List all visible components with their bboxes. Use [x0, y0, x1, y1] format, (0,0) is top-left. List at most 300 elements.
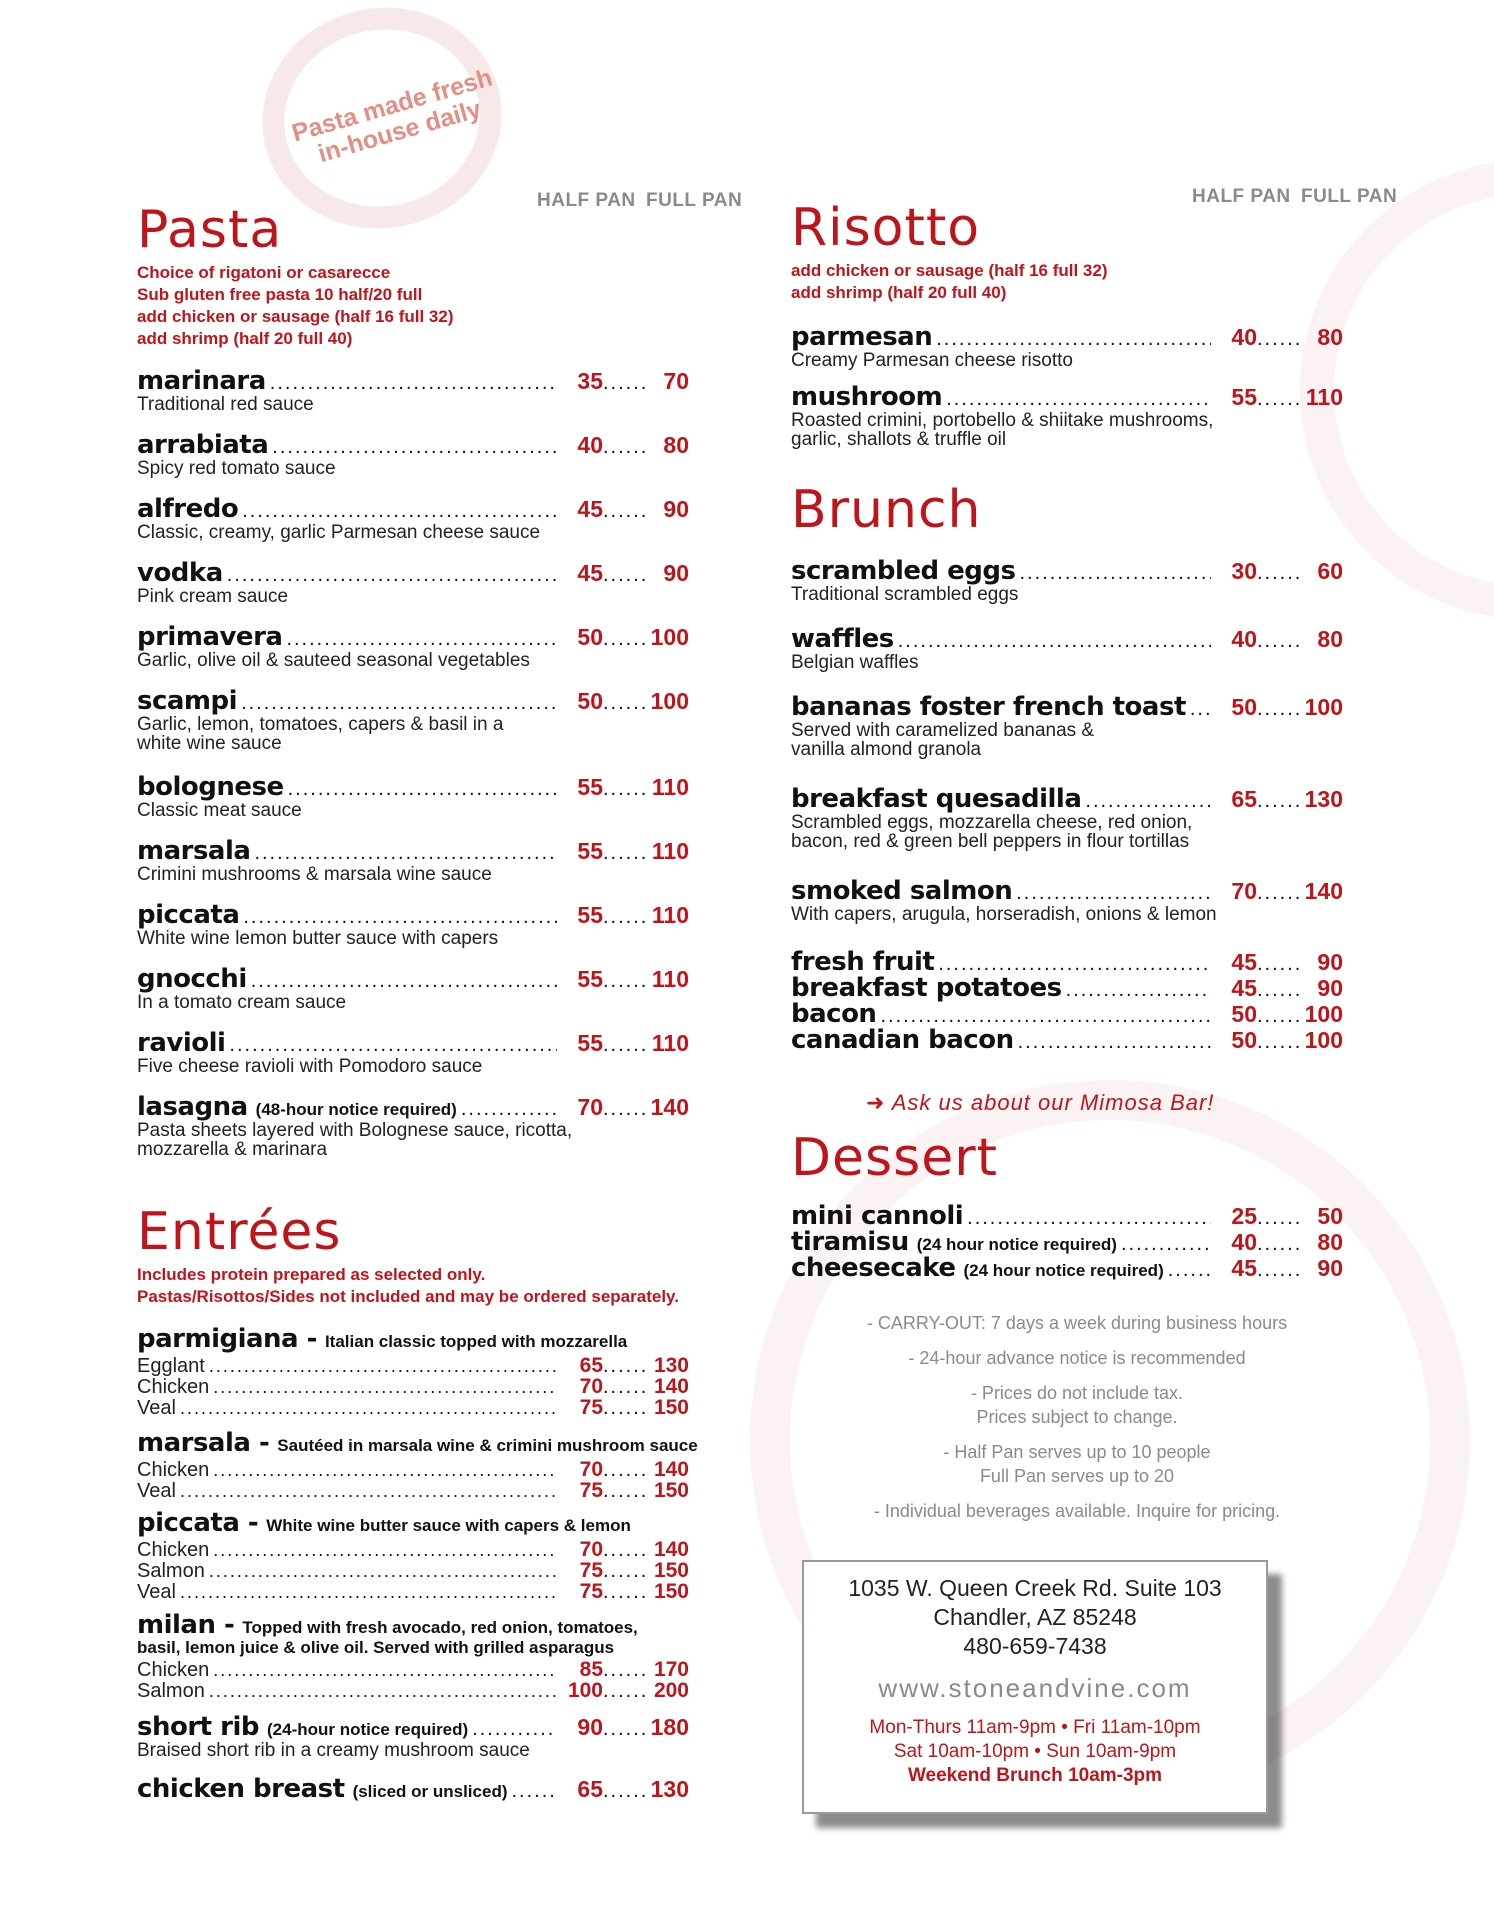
dot-leader: [243, 906, 557, 929]
menu-item: [137, 686, 689, 754]
full-pan-price: 200: [653, 1679, 689, 1702]
full-pan-price: 80: [1317, 324, 1343, 350]
dot-leader: [603, 1355, 647, 1378]
item-note: (48-hour notice required): [255, 1100, 457, 1119]
half-pan-price: 75: [579, 1479, 603, 1502]
info-bullet: [822, 1381, 1332, 1429]
dot-leader: [209, 1356, 557, 1377]
dot-leader: [1257, 882, 1301, 905]
item-description: vanilla almond granola: [791, 739, 982, 760]
half-pan-price: 50: [577, 688, 603, 714]
item-name: fresh fruit: [791, 947, 935, 977]
protein-option: [137, 1559, 689, 1580]
dot-leader: [180, 1582, 557, 1603]
item-description: mozzarella & marinara: [137, 1139, 328, 1160]
half-pan-price: 70: [579, 1375, 603, 1398]
item-tagline: basil, lemon juice & olive oil. Served with grilled asparagus: [137, 1638, 615, 1657]
full-pan-price: 100: [1304, 1027, 1343, 1053]
website-link[interactable]: www.stoneandvine.com: [878, 1673, 1192, 1703]
entrees-note: Includes protein prepared as selected only.: [137, 1265, 486, 1284]
protein-option: [137, 1375, 689, 1396]
dot-leader: [213, 1540, 557, 1561]
price-row: [137, 1092, 689, 1122]
half-pan-price: 40: [1231, 1229, 1257, 1255]
item-description: Traditional scrambled eggs: [791, 584, 1019, 605]
half-pan-price: 75: [579, 1580, 603, 1603]
brunch-side: [791, 1025, 1343, 1055]
info-bullet: [822, 1440, 1332, 1488]
dot-leader: [288, 778, 557, 801]
info-line: - CARRY-OUT: 7 days a week during business hours: [866, 1313, 1288, 1333]
item-tagline: Italian classic topped with mozzarella: [324, 1332, 628, 1351]
dot-leader: [251, 970, 557, 993]
dessert-item: [791, 1253, 1343, 1283]
protein-option: [137, 1538, 689, 1559]
dot-leader: [1257, 1031, 1301, 1054]
entree-heading: [137, 1508, 689, 1538]
item-name: scampi: [137, 686, 238, 716]
dot-leader: [603, 372, 647, 395]
dot-leader: [603, 1581, 647, 1604]
price-row: [137, 686, 689, 716]
half-pan-price: 40: [1231, 324, 1257, 350]
price-row: [137, 430, 689, 460]
arrow-icon: ➜: [866, 1090, 886, 1115]
item-name: marsala -: [137, 1428, 270, 1458]
dot-leader: [603, 564, 647, 587]
half-pan-price: 70: [579, 1538, 603, 1561]
dot-leader: [227, 564, 557, 587]
item-name: vodka: [137, 558, 223, 588]
item-name: parmesan: [791, 322, 933, 352]
dot-leader: [1020, 562, 1212, 585]
price-row: [137, 1712, 689, 1742]
dot-leader: [213, 1660, 557, 1681]
menu-item: [791, 692, 1343, 760]
full-pan-header-right: FULL PAN: [1301, 186, 1398, 207]
half-pan-price: 65: [579, 1354, 603, 1377]
half-pan-price: 70: [579, 1458, 603, 1481]
item-name: piccata -: [137, 1508, 259, 1538]
dot-leader: [603, 1659, 647, 1682]
info-line: - Half Pan serves up to 10 people: [943, 1442, 1211, 1462]
brunch-side: [791, 999, 1343, 1029]
price-row: [791, 322, 1343, 352]
item-tagline: Sautéed in marsala wine & crimini mushroom sauce: [277, 1436, 698, 1455]
protein-option: [137, 1479, 689, 1500]
item-description: Spicy red tomato sauce: [137, 458, 336, 479]
menu-item: [137, 494, 689, 543]
item-name: primavera: [137, 622, 283, 652]
dot-leader: [603, 1560, 647, 1583]
price-row: [791, 947, 1343, 977]
item-description: In a tomato cream sauce: [137, 992, 347, 1013]
item-description: Pasta sheets layered with Bolognese sauce, ricotta,: [137, 1120, 573, 1141]
half-pan-header-left: HALF PAN: [537, 190, 636, 211]
dot-leader: [603, 628, 647, 651]
half-pan-price: 45: [1231, 1255, 1257, 1281]
info-bullets: [822, 1311, 1332, 1534]
menu-item: [137, 1028, 689, 1077]
full-pan-price: 70: [663, 368, 689, 394]
item-name: marsala: [137, 836, 251, 866]
full-pan-price: 150: [653, 1580, 689, 1603]
item-name: breakfast quesadilla: [791, 784, 1082, 814]
menu-item: [791, 322, 1343, 371]
half-pan-price: 45: [1231, 975, 1257, 1001]
full-pan-price: 110: [651, 838, 689, 864]
item-name: mushroom: [791, 382, 943, 412]
dot-leader: [936, 328, 1211, 351]
full-pan-price: 90: [1317, 975, 1343, 1001]
brunch-side: [791, 973, 1343, 1003]
full-pan-price: 90: [663, 496, 689, 522]
dot-leader: [1016, 882, 1211, 905]
menu-item: [791, 382, 1343, 450]
half-pan-price: 70: [1231, 878, 1257, 904]
dot-leader: [180, 1481, 557, 1502]
price-row: [791, 1201, 1343, 1231]
price-row: [791, 692, 1343, 722]
price-row: [137, 558, 689, 588]
dot-leader: [898, 630, 1211, 653]
full-pan-price: 150: [653, 1396, 689, 1419]
full-pan-price: 150: [653, 1479, 689, 1502]
full-pan-price: 100: [1304, 694, 1343, 720]
dot-leader: [209, 1561, 557, 1582]
protein-option: [137, 1458, 689, 1479]
half-pan-price: 40: [1231, 626, 1257, 652]
entree-heading: [137, 1610, 689, 1640]
half-pan-price: 45: [577, 560, 603, 586]
dot-leader: [603, 692, 647, 715]
half-pan-price: 55: [577, 1030, 603, 1056]
option-name: Egglant: [137, 1355, 205, 1377]
item-name: smoked salmon: [791, 876, 1013, 906]
full-pan-price: 140: [653, 1538, 689, 1561]
half-pan-price: 65: [577, 1776, 603, 1802]
hours-line-3: Weekend Brunch 10am-3pm: [907, 1765, 1163, 1786]
menu-item: [137, 900, 689, 949]
price-row: [791, 382, 1343, 412]
half-pan-price: 90: [577, 1714, 603, 1740]
full-pan-price: 90: [1317, 1255, 1343, 1281]
full-pan-price: 180: [650, 1714, 689, 1740]
item-name: lasagna: [137, 1092, 248, 1122]
hours-line-1: Mon-Thurs 11am-9pm • Fri 11am-10pm: [869, 1717, 1201, 1738]
dot-leader: [603, 1397, 647, 1420]
dot-leader: [272, 436, 557, 459]
item-name: gnocchi: [137, 964, 247, 994]
address-line-1: 1035 W. Queen Creek Rd. Suite 103: [848, 1575, 1222, 1601]
option-name: Veal: [137, 1397, 176, 1419]
item-name: chicken breast: [137, 1774, 345, 1804]
dot-leader: [1257, 562, 1301, 585]
pasta-section-title: Pasta: [137, 200, 283, 260]
dot-leader: [241, 692, 557, 715]
item-name: marinara: [137, 366, 266, 396]
brunch-side: [791, 947, 1343, 977]
half-pan-price: 40: [577, 432, 603, 458]
item-name: bacon: [791, 999, 877, 1029]
price-row: [137, 772, 689, 802]
price-row: [137, 622, 689, 652]
item-description: bacon, red & green bell peppers in flour tortillas: [791, 831, 1190, 852]
full-pan-price: 170: [653, 1658, 689, 1681]
address-block: [804, 1574, 1266, 1661]
dot-leader: [603, 970, 647, 993]
info-line: - Prices do not include tax.: [970, 1383, 1184, 1403]
price-row: [791, 784, 1343, 814]
half-pan-price: 75: [579, 1396, 603, 1419]
dot-leader: [180, 1398, 557, 1419]
dot-leader: [1018, 1031, 1211, 1054]
item-tagline: White wine butter sauce with capers & lemon: [266, 1516, 631, 1535]
entree-item: [137, 1712, 689, 1761]
full-pan-price: 130: [653, 1354, 689, 1377]
info-bullet: [822, 1311, 1332, 1335]
price-row: [791, 1025, 1343, 1055]
price-row: [791, 876, 1343, 906]
full-pan-price: 50: [1317, 1203, 1343, 1229]
pasta-note: Choice of rigatoni or casarecce: [137, 263, 391, 282]
mimosa-bar-callout: [866, 1090, 1214, 1116]
option-name: Chicken: [137, 1376, 210, 1398]
menu-item: [137, 430, 689, 479]
menu-item: [791, 784, 1343, 852]
item-description: Served with caramelized bananas &: [791, 720, 1095, 741]
item-name: arrabiata: [137, 430, 269, 460]
risotto-section-title: Risotto: [791, 198, 981, 258]
item-note: (24 hour notice required): [963, 1261, 1164, 1280]
half-pan-price: 50: [1231, 1001, 1257, 1027]
menu-item: [137, 772, 689, 821]
half-pan-price: 55: [577, 902, 603, 928]
half-pan-price: 65: [1231, 786, 1257, 812]
half-pan-price: 55: [577, 774, 603, 800]
item-name: waffles: [791, 624, 894, 654]
menu-item: [137, 366, 689, 415]
full-pan-price: 80: [663, 432, 689, 458]
option-name: Chicken: [137, 1539, 210, 1561]
menu-item: [137, 964, 689, 1013]
item-name: breakfast potatoes: [791, 973, 1062, 1003]
full-pan-price: 100: [650, 624, 689, 650]
protein-option: [137, 1679, 689, 1700]
protein-option: [137, 1580, 689, 1601]
pasta-note: add shrimp (half 20 full 40): [137, 329, 353, 348]
dot-leader: [603, 1376, 647, 1399]
dot-leader: [213, 1377, 557, 1398]
dot-leader: [603, 500, 647, 523]
price-row: [137, 964, 689, 994]
dot-leader: [229, 1034, 557, 1057]
item-description: Braised short rib in a creamy mushroom sauce: [137, 1740, 530, 1761]
info-line: Prices subject to change.: [976, 1407, 1178, 1427]
menu-item: [137, 836, 689, 885]
price-row: [137, 900, 689, 930]
price-row: [791, 999, 1343, 1029]
dot-leader: [603, 1098, 647, 1121]
risotto-note: add shrimp (half 20 full 40): [791, 283, 1007, 302]
half-pan-price: 55: [577, 838, 603, 864]
pasta-notes: [137, 262, 454, 350]
dot-leader: [1257, 790, 1301, 813]
half-pan-price: 50: [1231, 694, 1257, 720]
item-tagline: Topped with fresh avocado, red onion, tomatoes,: [242, 1618, 638, 1637]
full-pan-price: 130: [650, 1776, 689, 1802]
half-pan-price: 45: [577, 496, 603, 522]
item-description: White wine lemon butter sauce with capers: [137, 928, 499, 949]
price-row: [791, 973, 1343, 1003]
full-pan-price: 110: [651, 966, 689, 992]
full-pan-price: 140: [653, 1375, 689, 1398]
item-description: white wine sauce: [137, 733, 282, 754]
half-pan-price: 50: [1231, 1027, 1257, 1053]
option-name: Veal: [137, 1581, 176, 1603]
item-name: alfredo: [137, 494, 239, 524]
price-row: [791, 1227, 1343, 1257]
item-description: Creamy Parmesan cheese risotto: [791, 350, 1073, 371]
dot-leader: [270, 372, 557, 395]
option-name: Chicken: [137, 1459, 210, 1481]
half-pan-price: 35: [577, 368, 603, 394]
half-pan-price: 55: [577, 966, 603, 992]
pasta-note: Sub gluten free pasta 10 half/20 full: [137, 285, 423, 304]
item-name: bananas foster french toast: [791, 692, 1186, 722]
dot-leader: [472, 1718, 557, 1741]
dot-leader: [603, 1480, 647, 1503]
half-pan-price: 100: [567, 1679, 603, 1702]
full-pan-header-left: FULL PAN: [646, 190, 743, 211]
full-pan-price: 110: [651, 774, 689, 800]
risotto-note: add chicken or sausage (half 16 full 32): [791, 261, 1108, 280]
full-pan-price: 100: [650, 688, 689, 714]
protein-option: [137, 1354, 689, 1375]
entree-heading: [137, 1428, 698, 1458]
item-name: milan -: [137, 1610, 235, 1640]
dot-leader: [213, 1460, 557, 1481]
dot-leader: [254, 842, 557, 865]
item-description: Roasted crimini, portobello & shiitake mushrooms,: [791, 410, 1214, 431]
info-bullet: [822, 1499, 1332, 1523]
dot-leader: [603, 1680, 647, 1703]
full-pan-price: 140: [650, 1094, 689, 1120]
price-row: [137, 836, 689, 866]
full-pan-price: 110: [651, 902, 689, 928]
item-description: Scrambled eggs, mozzarella cheese, red onion,: [791, 812, 1193, 833]
risotto-notes: [791, 260, 1108, 304]
full-pan-price: 80: [1317, 1229, 1343, 1255]
full-pan-price: 110: [651, 1030, 689, 1056]
protein-option: [137, 1396, 689, 1417]
entree-item: [137, 1774, 689, 1804]
item-description: Crimini mushrooms & marsala wine sauce: [137, 864, 492, 885]
menu-item: [137, 1092, 689, 1160]
dessert-section-title: Dessert: [791, 1128, 998, 1188]
item-description: Five cheese ravioli with Pomodoro sauce: [137, 1056, 483, 1077]
dot-leader: [603, 436, 647, 459]
price-row: [791, 556, 1343, 586]
dot-leader: [1190, 698, 1211, 721]
entree-item: [137, 1610, 689, 1700]
price-row: [137, 366, 689, 396]
entree-item: [137, 1428, 698, 1502]
fresh-pasta-stamp-text: Pasta made fresh in-house daily: [288, 63, 496, 169]
dot-leader: [603, 778, 647, 801]
dot-leader: [603, 1780, 647, 1803]
price-row: [137, 494, 689, 524]
dot-leader: [1085, 790, 1211, 813]
info-bullet: [822, 1346, 1332, 1370]
item-name: parmigiana -: [137, 1324, 317, 1354]
info-line: - 24-hour advance notice is recommended: [908, 1348, 1246, 1368]
dot-leader: [286, 628, 557, 651]
option-name: Salmon: [137, 1680, 205, 1702]
dot-leader: [461, 1098, 557, 1121]
price-row: [791, 624, 1343, 654]
item-name: short rib: [137, 1712, 259, 1742]
contact-box: [802, 1560, 1268, 1814]
dot-leader: [603, 842, 647, 865]
item-description: Garlic, lemon, tomatoes, capers & basil in a: [137, 714, 504, 735]
entree-heading: [137, 1324, 689, 1354]
option-name: Chicken: [137, 1659, 210, 1681]
dessert-item: [791, 1227, 1343, 1257]
dot-leader: [1257, 388, 1301, 411]
half-pan-header-right: HALF PAN: [1192, 186, 1291, 207]
entree-item: [137, 1324, 689, 1417]
full-pan-price: 100: [1304, 1001, 1343, 1027]
mimosa-text: Ask us about our Mimosa Bar!: [891, 1090, 1215, 1115]
half-pan-price: 75: [579, 1559, 603, 1582]
full-pan-price: 150: [653, 1559, 689, 1582]
dot-leader: [1257, 1259, 1301, 1282]
item-description: Pink cream sauce: [137, 586, 289, 607]
brunch-section-title: Brunch: [791, 480, 982, 540]
option-name: Salmon: [137, 1560, 205, 1582]
protein-option: [137, 1658, 689, 1679]
item-description: Classic, creamy, garlic Parmesan cheese sauce: [137, 522, 541, 543]
menu-item: [137, 622, 689, 671]
item-name: canadian bacon: [791, 1025, 1014, 1055]
dot-leader: [603, 1539, 647, 1562]
entree-item: [137, 1508, 689, 1601]
item-description: Classic meat sauce: [137, 800, 302, 821]
option-name: Veal: [137, 1480, 176, 1502]
dot-leader: [603, 1034, 647, 1057]
menu-item: [791, 876, 1343, 925]
dot-leader: [242, 500, 557, 523]
half-pan-price: 25: [1231, 1203, 1257, 1229]
dot-leader: [1168, 1259, 1211, 1282]
full-pan-price: 60: [1317, 558, 1343, 584]
dot-leader: [209, 1681, 557, 1702]
dot-leader: [603, 906, 647, 929]
dot-leader: [603, 1459, 647, 1482]
hours-line-2: Sat 10am-10pm • Sun 10am-9pm: [893, 1741, 1177, 1762]
item-name: tiramisu: [791, 1227, 909, 1257]
menu-item: [791, 556, 1343, 605]
address-line-2: Chandler, AZ 85248: [933, 1604, 1137, 1630]
dessert-item: [791, 1201, 1343, 1231]
full-pan-price: 110: [1305, 384, 1343, 410]
half-pan-price: 45: [1231, 949, 1257, 975]
phone-number[interactable]: 480-659-7438: [963, 1633, 1107, 1659]
price-row: [791, 1253, 1343, 1283]
item-name: bolognese: [137, 772, 284, 802]
item-description: Garlic, olive oil & sauteed seasonal vegetables: [137, 650, 530, 671]
